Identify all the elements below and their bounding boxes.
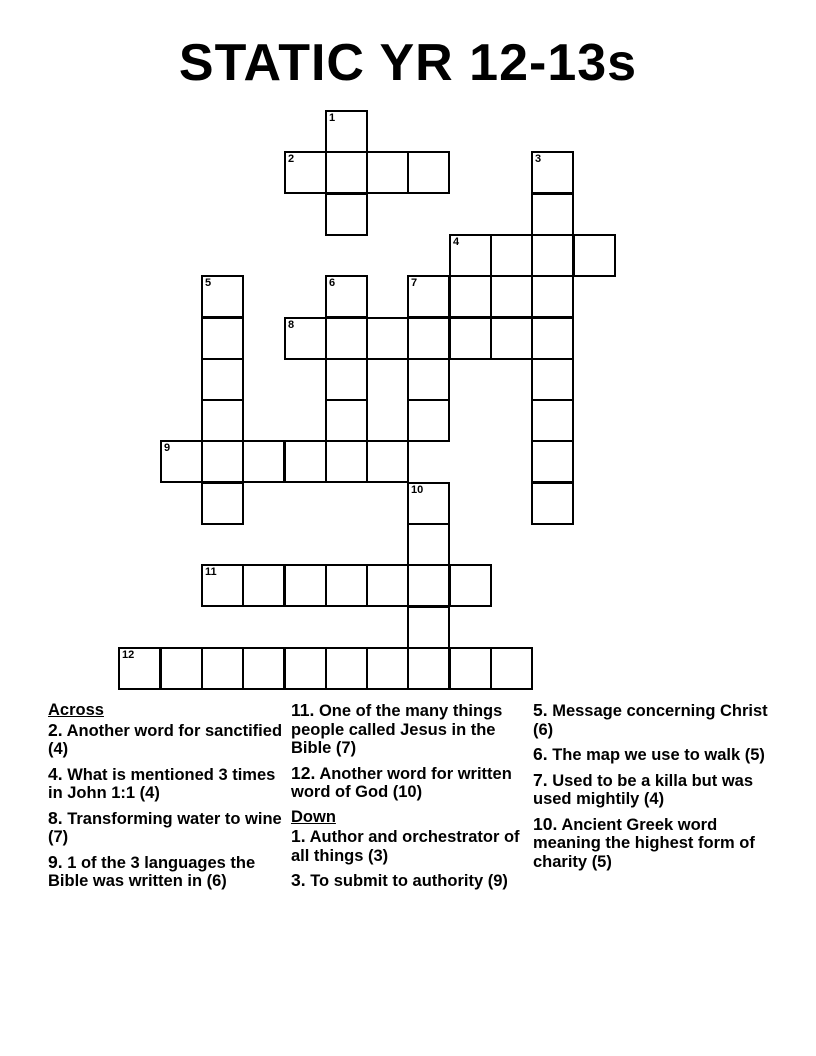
clue-number: 7.: [533, 769, 548, 790]
cell-number: 3: [535, 153, 542, 165]
grid-cell[interactable]: [284, 440, 327, 483]
cell-number: 10: [411, 484, 424, 496]
grid-cell[interactable]: [284, 317, 327, 360]
clue-number: 4.: [48, 763, 63, 784]
cell-number: 6: [329, 277, 336, 289]
clue-number: 6.: [533, 744, 548, 764]
grid-cell[interactable]: [490, 317, 533, 360]
clue-text: What is mentioned 3 times in John 1:1 (4): [48, 765, 276, 802]
cell-number: 1: [329, 112, 336, 124]
grid-cell[interactable]: [242, 440, 285, 483]
grid-cell[interactable]: [325, 275, 368, 318]
across-heading: Across: [48, 701, 104, 719]
clue-down-7: [533, 771, 771, 809]
grid-cell[interactable]: [407, 482, 450, 525]
clue-across-8: [48, 809, 286, 847]
clue-text: Another word for sanctified (4): [48, 721, 283, 758]
clue-text: Transforming water to wine (7): [48, 809, 282, 846]
cell-number: 4: [453, 236, 460, 248]
grid-cell[interactable]: [366, 647, 409, 690]
grid-cell[interactable]: [531, 358, 574, 401]
cell-number: 2: [288, 153, 295, 165]
grid-cell[interactable]: [201, 564, 244, 607]
grid-cell[interactable]: [531, 193, 574, 236]
clue-number: 8.: [48, 807, 63, 828]
grid-cell[interactable]: [490, 234, 533, 277]
grid-cell[interactable]: [201, 275, 244, 318]
page-title: STATIC YR 12-13s: [178, 34, 638, 92]
grid-cell[interactable]: [325, 110, 368, 153]
grid-cell[interactable]: [284, 647, 327, 690]
cell-number: 12: [122, 649, 135, 661]
grid-cell[interactable]: [325, 564, 368, 607]
grid-cell[interactable]: [449, 234, 492, 277]
grid-cell[interactable]: [531, 234, 574, 277]
grid-cell[interactable]: [573, 234, 616, 277]
grid-cell[interactable]: [160, 440, 203, 483]
clue-text: The map we use to walk (5): [552, 746, 765, 764]
grid-cell[interactable]: [531, 482, 574, 525]
grid-cell[interactable]: [407, 523, 450, 566]
clue-down-5: [533, 701, 771, 739]
clue-column-2: [291, 701, 529, 897]
clue-text: 1 of the 3 languages the Bible was written in (6): [48, 853, 256, 890]
clue-number: 2.: [48, 719, 63, 740]
clue-down-6: [533, 745, 771, 765]
grid-cell[interactable]: [366, 440, 409, 483]
grid-cell[interactable]: [407, 399, 450, 442]
clue-text: Used to be a killa but was used mightily (4): [533, 771, 754, 808]
grid-cell[interactable]: [242, 564, 285, 607]
clue-across-12: [291, 764, 529, 802]
cell-number: 5: [205, 277, 212, 289]
clue-number: 3.: [291, 870, 306, 890]
clue-text: Ancient Greek word meaning the highest form of charity (5): [533, 815, 755, 871]
clue-number: 9.: [48, 851, 63, 872]
grid-cell[interactable]: [449, 647, 492, 690]
clue-column-1: [48, 701, 286, 897]
down-heading: Down: [291, 807, 336, 826]
clue-across-11: [291, 701, 529, 758]
clue-across-9: [48, 853, 286, 891]
clue-text: One of the many things people called Jesus in the Bible (7): [291, 702, 503, 757]
grid-cell[interactable]: [531, 275, 574, 318]
grid-cell[interactable]: [407, 358, 450, 401]
grid-cell[interactable]: [242, 647, 285, 690]
cell-number: 11: [205, 566, 217, 578]
grid-cell[interactable]: [531, 317, 574, 360]
grid-cell[interactable]: [531, 440, 574, 483]
grid-cell[interactable]: [201, 440, 244, 483]
grid-cell[interactable]: [201, 399, 244, 442]
grid-cell[interactable]: [407, 606, 450, 649]
grid-cell[interactable]: [325, 399, 368, 442]
grid-cell[interactable]: [407, 647, 450, 690]
clue-across-4: [48, 765, 286, 803]
grid-cell[interactable]: [160, 647, 203, 690]
grid-cell[interactable]: [407, 564, 450, 607]
grid-cell[interactable]: [531, 151, 574, 194]
grid-cell[interactable]: [201, 317, 244, 360]
clue-column-3: [533, 701, 771, 877]
grid-cell[interactable]: [325, 151, 368, 194]
grid-cell[interactable]: [366, 564, 409, 607]
clue-text: Another word for written word of God (10): [291, 764, 512, 801]
grid-cell[interactable]: [325, 440, 368, 483]
clue-down-1: [291, 827, 529, 865]
clue-number: 10.: [533, 813, 558, 834]
grid-cell[interactable]: [366, 317, 409, 360]
clue-across-2: [48, 721, 286, 759]
grid-cell[interactable]: [531, 399, 574, 442]
clue-number: 1.: [291, 826, 306, 846]
clue-number: 5.: [533, 700, 548, 720]
cell-number: 7: [411, 277, 418, 289]
clue-text: To submit to authority (9): [310, 872, 508, 890]
clue-down-10: [533, 815, 771, 872]
clue-text: Message concerning Christ (6): [533, 702, 768, 739]
cell-number: 9: [164, 442, 171, 454]
grid-cell[interactable]: [284, 564, 327, 607]
grid-cell[interactable]: [284, 151, 327, 194]
grid-cell[interactable]: [201, 482, 244, 525]
clue-number: 11.: [291, 700, 315, 720]
cell-number: 8: [288, 319, 295, 331]
grid-cell[interactable]: [490, 647, 533, 690]
clue-down-3: [291, 871, 529, 891]
grid-cell[interactable]: [325, 317, 368, 360]
grid-cell[interactable]: [366, 151, 409, 194]
grid-cell[interactable]: [407, 317, 450, 360]
grid-cell[interactable]: [201, 358, 244, 401]
grid-cell[interactable]: [490, 275, 533, 318]
grid-cell[interactable]: [201, 647, 244, 690]
grid-cell[interactable]: [449, 275, 492, 318]
grid-cell[interactable]: [407, 275, 450, 318]
grid-cell[interactable]: [449, 317, 492, 360]
grid-cell[interactable]: [118, 647, 161, 690]
grid-cell[interactable]: [325, 647, 368, 690]
grid-cell[interactable]: [407, 151, 450, 194]
grid-cell[interactable]: [325, 193, 368, 236]
grid-cell[interactable]: [325, 358, 368, 401]
grid-cell[interactable]: [449, 564, 492, 607]
clue-text: Author and orchestrator of all things (3): [291, 828, 520, 865]
clue-number: 12.: [291, 762, 316, 783]
